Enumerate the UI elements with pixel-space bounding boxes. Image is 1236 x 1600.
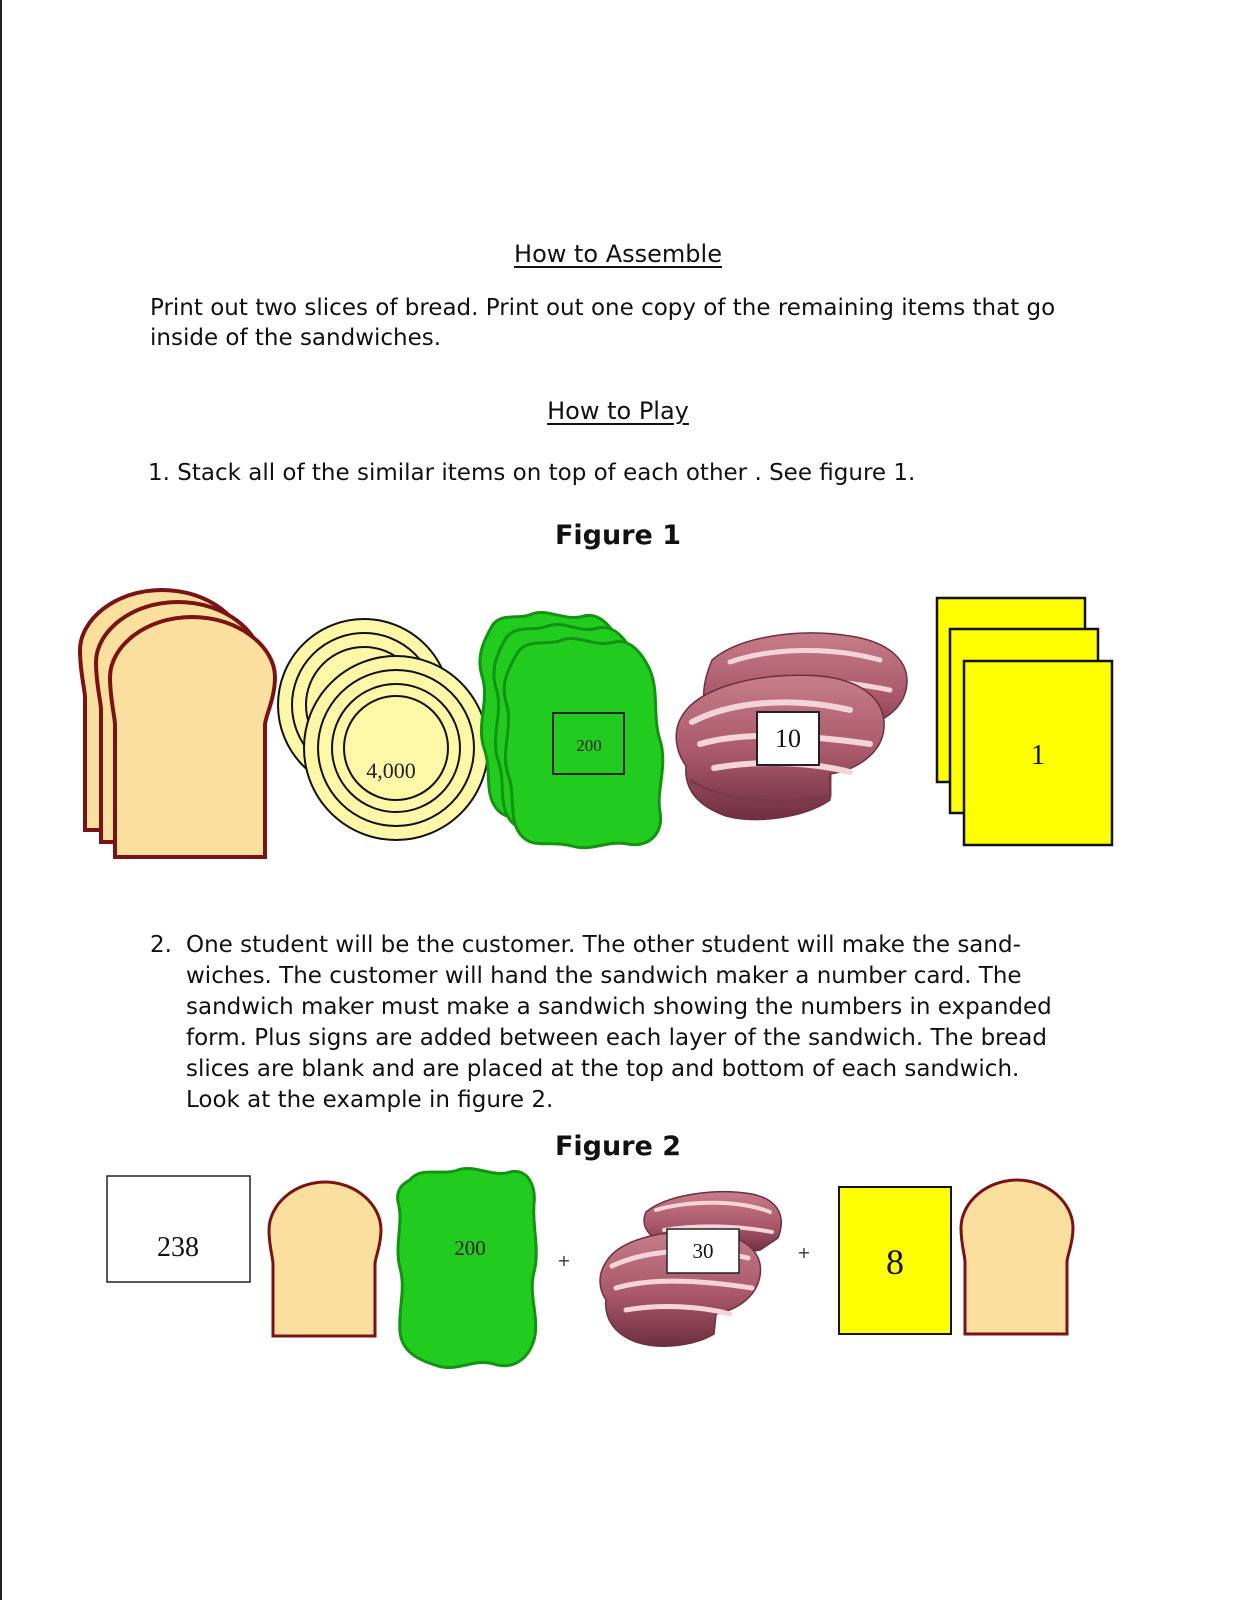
- number-card-value: 238: [157, 1232, 199, 1263]
- meat-value-label: 30: [692, 1239, 714, 1263]
- how-to-assemble-heading: How to Assemble: [514, 240, 722, 268]
- figure-2-title: Figure 2: [554, 1131, 682, 1162]
- plus-sign-2: +: [797, 1243, 811, 1262]
- how-to-play-heading: How to Play: [547, 397, 689, 425]
- bread-slice-front: [110, 617, 275, 857]
- step-2-paragraph: [150, 930, 1070, 1116]
- step-2-line-3: sandwich maker must make a sandwich showing the numbers in expanded: [186, 994, 1052, 1020]
- bottom-bread-slice: [961, 1180, 1073, 1334]
- step-2-number: 2.: [150, 932, 172, 958]
- cheese-card-stack: [937, 598, 1112, 845]
- step-2-line-1: One student will be the customer. The other student will make the sand-: [186, 932, 1021, 958]
- top-bread-slice: [269, 1182, 381, 1336]
- meat-value-label: 10: [775, 724, 801, 753]
- step-2-line-4: form. Plus signs are added between each layer of the sandwich. The bread: [186, 1025, 1047, 1051]
- bread-slice-stack: [80, 590, 275, 857]
- step-1-text: 1. Stack all of the similar items on top of each other . See figure 1.: [148, 460, 916, 486]
- assemble-line-1: Print out two slices of bread. Print out one copy of the remaining items that go: [150, 295, 1056, 321]
- onion-value-label: 4,000: [366, 758, 416, 783]
- lettuce-value-label: 200: [576, 736, 602, 755]
- lettuce-value-label: 200: [454, 1236, 486, 1260]
- step-2-line-5: slices are blank and are placed at the top and bottom of each sandwich.: [186, 1056, 1020, 1082]
- number-card: [107, 1176, 250, 1282]
- lettuce-leaf-stack: [480, 612, 663, 847]
- cheese-value-label: 1: [1031, 740, 1045, 771]
- step-2-line-2: wiches. The customer will hand the sandwich maker a number card. The: [186, 963, 1022, 989]
- assemble-line-2: inside of the sandwiches.: [150, 325, 442, 351]
- figure-1-title: Figure 1: [554, 520, 682, 551]
- figure-2-illustration: [0, 1160, 1236, 1380]
- figure-1-illustration: [0, 580, 1236, 870]
- onion-slice-stack: [278, 619, 488, 840]
- plus-sign-1: +: [557, 1251, 571, 1270]
- step-2-line-6: Look at the example in figure 2.: [186, 1087, 554, 1113]
- lettuce-leaf: [398, 1168, 537, 1367]
- onion-slice-front: [304, 656, 488, 840]
- cheese-value-label: 8: [886, 1242, 904, 1282]
